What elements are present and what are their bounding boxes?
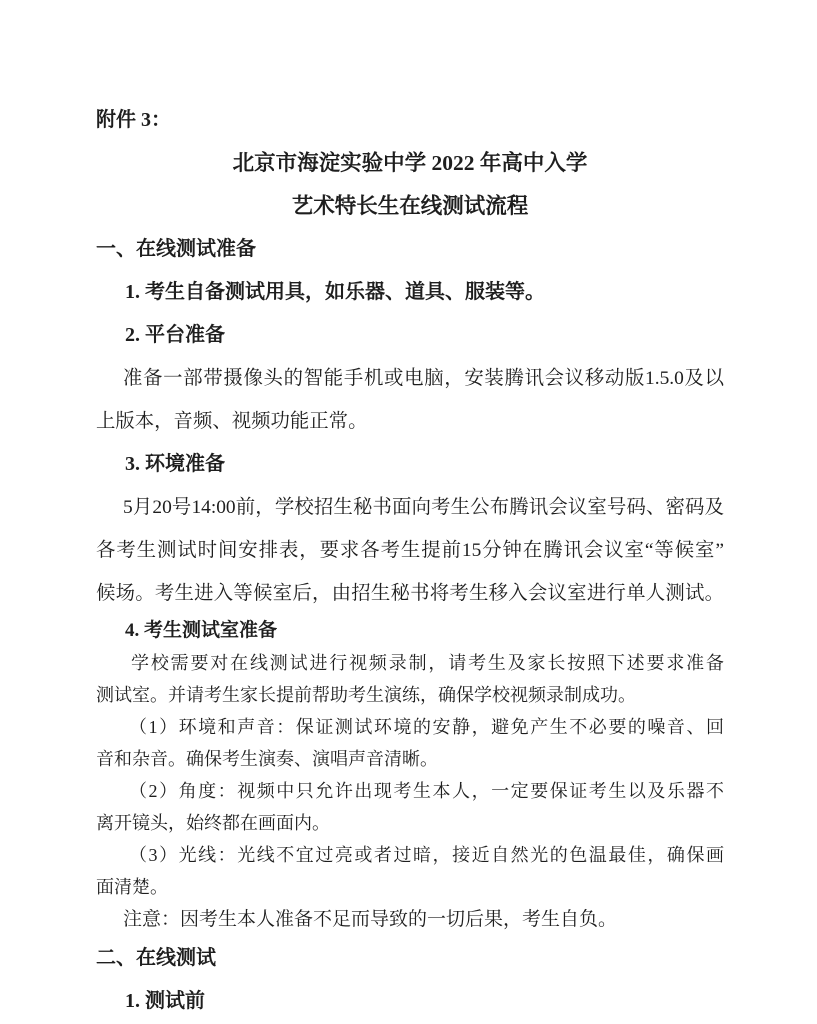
s1-item-4-point-2-line: 离开镜头，始终都在画面内。 [96, 813, 330, 833]
section-1-heading: 一、在线测试准备 [96, 238, 256, 260]
s1-item-4-point-1-line: （1）环境和声音：保证测试环境的安静，避免产生不必要的噪音、回 [129, 717, 724, 737]
s1-item-2-para-line: 准备一部带摄像头的智能手机或电脑，安装腾讯会议移动版1.5.0及以 [123, 368, 724, 389]
s1-item-4-point-1-line: 音和杂音。确保考生演奏、演唱声音清晰。 [96, 749, 438, 769]
s1-item-4-heading: 4. 考生测试室准备 [125, 620, 278, 641]
section-2-heading: 二、在线测试 [96, 947, 216, 969]
s1-item-4-para-line: 测试室。并请考生家长提前帮助考生演练，确保学校视频录制成功。 [96, 685, 636, 705]
s1-item-3-para-line: 各考生测试时间安排表，要求各考生提前15分钟在腾讯会议室“等候室” [96, 540, 724, 561]
document-content [96, 99, 724, 1023]
s1-item-4-point-2-line: （2）角度：视频中只允许出现考生本人，一定要保证考生以及乐器不 [129, 781, 724, 801]
s1-item-4-point-3-line: 面清楚。 [96, 877, 168, 897]
s1-note: 注意：因考生本人准备不足而导致的一切后果，考生自负。 [123, 909, 618, 930]
s1-item-1: 1. 考生自备测试用具，如乐器、道具、服装等。 [125, 281, 545, 303]
s1-item-4-para-line: 学校需要对在线测试进行视频录制，请考生及家长按照下述要求准备 [131, 653, 724, 673]
s1-item-4-point-3-line: （3）光线：光线不宜过亮或者过暗，接近自然光的色温最佳，确保画 [129, 845, 724, 865]
s1-item-3-para-line: 候场。考生进入等候室后，由招生秘书将考生移入会议室进行单人测试。 [96, 583, 724, 604]
s1-item-2-heading: 2. 平台准备 [125, 324, 225, 346]
s1-item-2-para-line: 上版本，音频、视频功能正常。 [96, 411, 368, 432]
doc-title-line-2: 艺术特长生在线测试流程 [291, 194, 529, 218]
attachment-label: 附件 3： [96, 109, 171, 131]
s1-item-3-heading: 3. 环境准备 [125, 453, 225, 475]
doc-title-line-1: 北京市海淀实验中学 2022 年高中入学 [232, 151, 588, 175]
s1-item-3-para-line: 5月20号14:00前，学校招生秘书面向考生公布腾讯会议室号码、密码及 [123, 497, 724, 518]
s2-item-1-heading: 1. 测试前 [125, 990, 205, 1012]
